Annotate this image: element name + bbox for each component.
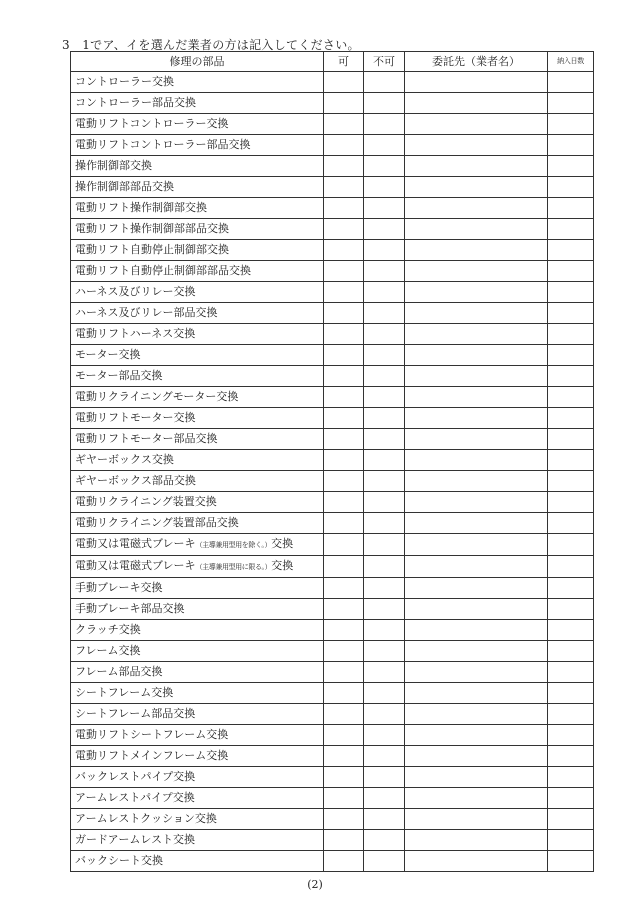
part-name-cell — [71, 830, 324, 851]
part-name: バックシート交換 — [75, 854, 163, 867]
possible-cell[interactable] — [324, 366, 364, 387]
contractor-cell[interactable] — [405, 408, 548, 429]
possible-cell[interactable] — [324, 135, 364, 156]
possible-cell[interactable] — [324, 282, 364, 303]
part-name: 電動リフトモーター交換 — [75, 411, 196, 424]
part-name-cell — [71, 324, 324, 345]
delivery-days-cell[interactable] — [548, 303, 594, 324]
column-header-contractor: 委託先（業者名） — [405, 52, 548, 72]
column-header-possible: 可 — [324, 52, 364, 72]
contractor-cell[interactable] — [405, 534, 548, 556]
table-row — [71, 578, 594, 599]
not-possible-cell[interactable] — [364, 93, 405, 114]
contractor-cell[interactable] — [405, 704, 548, 725]
possible-cell[interactable] — [324, 471, 364, 492]
part-name: アームレストパイプ交換 — [75, 791, 195, 804]
delivery-days-cell[interactable] — [548, 135, 594, 156]
contractor-cell[interactable] — [405, 450, 548, 471]
part-name-cell — [71, 303, 324, 324]
possible-cell[interactable] — [324, 534, 364, 556]
contractor-cell[interactable] — [405, 240, 548, 261]
part-name: ハーネス及びリレー交換 — [75, 285, 196, 298]
table-row — [71, 599, 594, 620]
part-name-cell — [71, 578, 324, 599]
not-possible-cell[interactable] — [364, 851, 405, 872]
possible-cell[interactable] — [324, 662, 364, 683]
table-row — [71, 387, 594, 408]
delivery-days-cell[interactable] — [548, 492, 594, 513]
part-name: 手動ブレーキ部品交換 — [75, 602, 185, 615]
part-name-cell — [71, 114, 324, 135]
not-possible-cell[interactable] — [364, 767, 405, 788]
contractor-cell[interactable] — [405, 492, 548, 513]
possible-cell[interactable] — [324, 261, 364, 282]
not-possible-cell[interactable] — [364, 114, 405, 135]
delivery-days-cell[interactable] — [548, 387, 594, 408]
part-name-cell — [71, 599, 324, 620]
table-body — [71, 72, 594, 872]
part-name-cell — [71, 492, 324, 513]
table-row — [71, 156, 594, 177]
table-row — [71, 534, 594, 556]
not-possible-cell[interactable] — [364, 345, 405, 366]
contractor-cell[interactable] — [405, 282, 548, 303]
possible-cell[interactable] — [324, 387, 364, 408]
table-row — [71, 429, 594, 450]
part-name-suffix: 交換 — [271, 559, 294, 572]
table-row — [71, 72, 594, 93]
contractor-cell[interactable] — [405, 725, 548, 746]
contractor-cell[interactable] — [405, 556, 548, 578]
table-row — [71, 471, 594, 492]
table-row — [71, 556, 594, 578]
part-name-cell — [71, 767, 324, 788]
part-name: モーター部品交換 — [75, 369, 163, 382]
part-name-cell — [71, 366, 324, 387]
section-heading: 3 1でア、イを選んだ業者の方は記入してください。 — [62, 38, 360, 52]
table-row — [71, 450, 594, 471]
possible-cell[interactable] — [324, 725, 364, 746]
part-name: ギヤーボックス交換 — [75, 453, 174, 466]
part-name-cell — [71, 851, 324, 872]
table-row — [71, 219, 594, 240]
not-possible-cell[interactable] — [364, 72, 405, 93]
part-name: クラッチ交換 — [75, 623, 141, 636]
possible-cell[interactable] — [324, 599, 364, 620]
not-possible-cell[interactable] — [364, 429, 405, 450]
delivery-days-cell[interactable] — [548, 114, 594, 135]
possible-cell[interactable] — [324, 767, 364, 788]
part-name: 電動リフト自動停止制御部部品交換 — [75, 264, 251, 277]
part-name-cell — [71, 156, 324, 177]
not-possible-cell[interactable] — [364, 662, 405, 683]
part-name-cell — [71, 387, 324, 408]
not-possible-cell[interactable] — [364, 492, 405, 513]
not-possible-cell[interactable] — [364, 471, 405, 492]
possible-cell[interactable] — [324, 513, 364, 534]
delivery-days-cell[interactable] — [548, 345, 594, 366]
part-name-note: （主導兼用型用を除く。） — [195, 541, 272, 549]
not-possible-cell[interactable] — [364, 303, 405, 324]
table-row — [71, 513, 594, 534]
page-number: (2) — [307, 878, 323, 891]
delivery-days-cell[interactable] — [548, 725, 594, 746]
contractor-cell[interactable] — [405, 578, 548, 599]
delivery-days-cell[interactable] — [548, 219, 594, 240]
part-name-cell — [71, 177, 324, 198]
delivery-days-cell[interactable] — [548, 704, 594, 725]
possible-cell[interactable] — [324, 788, 364, 809]
contractor-cell[interactable] — [405, 746, 548, 767]
table-row — [71, 114, 594, 135]
contractor-cell[interactable] — [405, 513, 548, 534]
table-row — [71, 662, 594, 683]
possible-cell[interactable] — [324, 324, 364, 345]
part-name: 電動リフトシートフレーム交換 — [75, 728, 229, 741]
contractor-cell[interactable] — [405, 662, 548, 683]
part-name-cell — [71, 450, 324, 471]
part-name: 電動リクライニング装置交換 — [75, 495, 217, 508]
possible-cell[interactable] — [324, 809, 364, 830]
table-row — [71, 830, 594, 851]
contractor-cell[interactable] — [405, 324, 548, 345]
possible-cell[interactable] — [324, 556, 364, 578]
not-possible-cell[interactable] — [364, 156, 405, 177]
table-row — [71, 135, 594, 156]
possible-cell[interactable] — [324, 578, 364, 599]
delivery-days-cell[interactable] — [548, 641, 594, 662]
delivery-days-cell[interactable] — [548, 408, 594, 429]
contractor-cell[interactable] — [405, 156, 548, 177]
contractor-cell[interactable] — [405, 114, 548, 135]
delivery-days-cell[interactable] — [548, 93, 594, 114]
part-name: 電動リフト自動停止制御部交換 — [75, 243, 229, 256]
column-header-delivery-days: 納入日数 — [548, 52, 594, 72]
not-possible-cell[interactable] — [364, 135, 405, 156]
part-name-cell — [71, 282, 324, 303]
part-name-cell — [71, 641, 324, 662]
table-row — [71, 725, 594, 746]
part-name: 電動リフトモーター部品交換 — [75, 432, 218, 445]
delivery-days-cell[interactable] — [548, 788, 594, 809]
contractor-cell[interactable] — [405, 599, 548, 620]
possible-cell[interactable] — [324, 114, 364, 135]
not-possible-cell[interactable] — [364, 198, 405, 219]
part-name-suffix: 交換 — [271, 537, 294, 550]
possible-cell[interactable] — [324, 408, 364, 429]
table-row — [71, 746, 594, 767]
delivery-days-cell[interactable] — [548, 366, 594, 387]
delivery-days-cell[interactable] — [548, 620, 594, 641]
delivery-days-cell[interactable] — [548, 599, 594, 620]
delivery-days-cell[interactable] — [548, 746, 594, 767]
column-header-not-possible: 不可 — [364, 52, 405, 72]
part-name-cell — [71, 198, 324, 219]
possible-cell[interactable] — [324, 851, 364, 872]
part-name: コントローラー交換 — [75, 75, 174, 88]
part-name: モーター交換 — [75, 348, 141, 361]
part-name-cell — [71, 556, 324, 578]
part-name-cell — [71, 219, 324, 240]
table-row — [71, 198, 594, 219]
part-name-cell — [71, 725, 324, 746]
table-row — [71, 620, 594, 641]
part-name: 電動リフトメインフレーム交換 — [75, 749, 229, 762]
part-name: 手動ブレーキ交換 — [75, 581, 163, 594]
part-name: 操作制御部部品交換 — [75, 180, 174, 193]
delivery-days-cell[interactable] — [548, 156, 594, 177]
not-possible-cell[interactable] — [364, 534, 405, 556]
possible-cell[interactable] — [324, 429, 364, 450]
part-name: シートフレーム部品交換 — [75, 707, 196, 720]
part-name-cell — [71, 662, 324, 683]
part-name: ギヤーボックス部品交換 — [75, 474, 196, 487]
not-possible-cell[interactable] — [364, 830, 405, 851]
not-possible-cell[interactable] — [364, 240, 405, 261]
table-row — [71, 851, 594, 872]
not-possible-cell[interactable] — [364, 450, 405, 471]
possible-cell[interactable] — [324, 198, 364, 219]
part-name-cell — [71, 72, 324, 93]
table-row — [71, 345, 594, 366]
not-possible-cell[interactable] — [364, 809, 405, 830]
table-row — [71, 261, 594, 282]
not-possible-cell[interactable] — [364, 556, 405, 578]
not-possible-cell[interactable] — [364, 261, 405, 282]
contractor-cell[interactable] — [405, 683, 548, 704]
not-possible-cell[interactable] — [364, 513, 405, 534]
part-name: 操作制御部交換 — [75, 159, 152, 172]
table-row — [71, 324, 594, 345]
part-name-cell — [71, 135, 324, 156]
contractor-cell[interactable] — [405, 851, 548, 872]
possible-cell[interactable] — [324, 240, 364, 261]
part-name-cell — [71, 261, 324, 282]
part-name-cell — [71, 534, 324, 556]
contractor-cell[interactable] — [405, 641, 548, 662]
contractor-cell[interactable] — [405, 135, 548, 156]
delivery-days-cell[interactable] — [548, 261, 594, 282]
part-name: 電動リクライニング装置部品交換 — [75, 516, 239, 529]
part-name-cell — [71, 620, 324, 641]
possible-cell[interactable] — [324, 345, 364, 366]
table-row — [71, 366, 594, 387]
part-name: 電動リフトコントローラー部品交換 — [75, 138, 251, 151]
possible-cell[interactable] — [324, 683, 364, 704]
part-name: フレーム交換 — [75, 644, 141, 657]
possible-cell[interactable] — [324, 620, 364, 641]
delivery-days-cell[interactable] — [548, 578, 594, 599]
part-name-cell — [71, 345, 324, 366]
table-row — [71, 303, 594, 324]
part-name-note: （主導兼用型用に限る。） — [195, 563, 272, 571]
contractor-cell[interactable] — [405, 345, 548, 366]
part-name: シートフレーム交換 — [75, 686, 174, 699]
part-name-cell — [71, 809, 324, 830]
table-header-row — [71, 52, 594, 72]
delivery-days-cell[interactable] — [548, 851, 594, 872]
part-name: 電動又は電磁式ブレーキ — [75, 559, 196, 572]
contractor-cell[interactable] — [405, 788, 548, 809]
part-name-cell — [71, 93, 324, 114]
not-possible-cell[interactable] — [364, 408, 405, 429]
contractor-cell[interactable] — [405, 72, 548, 93]
delivery-days-cell[interactable] — [548, 72, 594, 93]
not-possible-cell[interactable] — [364, 788, 405, 809]
not-possible-cell[interactable] — [364, 578, 405, 599]
not-possible-cell[interactable] — [364, 177, 405, 198]
contractor-cell[interactable] — [405, 219, 548, 240]
table-row — [71, 809, 594, 830]
not-possible-cell[interactable] — [364, 683, 405, 704]
not-possible-cell[interactable] — [364, 641, 405, 662]
part-name: 電動リフトハーネス交換 — [75, 327, 196, 340]
not-possible-cell[interactable] — [364, 219, 405, 240]
part-name-cell — [71, 746, 324, 767]
contractor-cell[interactable] — [405, 620, 548, 641]
delivery-days-cell[interactable] — [548, 556, 594, 578]
table-row — [71, 240, 594, 261]
table-row — [71, 704, 594, 725]
contractor-cell[interactable] — [405, 366, 548, 387]
possible-cell[interactable] — [324, 177, 364, 198]
contractor-cell[interactable] — [405, 830, 548, 851]
possible-cell[interactable] — [324, 93, 364, 114]
table-row — [71, 767, 594, 788]
possible-cell[interactable] — [324, 156, 364, 177]
part-name-cell — [71, 788, 324, 809]
table-row — [71, 683, 594, 704]
repair-parts-table — [70, 51, 594, 872]
part-name-cell — [71, 429, 324, 450]
contractor-cell[interactable] — [405, 177, 548, 198]
part-name-cell — [71, 471, 324, 492]
delivery-days-cell[interactable] — [548, 830, 594, 851]
possible-cell[interactable] — [324, 704, 364, 725]
table-row — [71, 641, 594, 662]
part-name: バックレストパイプ交換 — [75, 770, 196, 783]
column-header-part: 修理の部品 — [71, 52, 324, 72]
contractor-cell[interactable] — [405, 93, 548, 114]
part-name: 電動リフト操作制御部交換 — [75, 201, 207, 214]
part-name-cell — [71, 513, 324, 534]
possible-cell[interactable] — [324, 830, 364, 851]
part-name: アームレストクッション交換 — [75, 812, 217, 825]
not-possible-cell[interactable] — [364, 599, 405, 620]
not-possible-cell[interactable] — [364, 282, 405, 303]
delivery-days-cell[interactable] — [548, 198, 594, 219]
delivery-days-cell[interactable] — [548, 513, 594, 534]
delivery-days-cell[interactable] — [548, 767, 594, 788]
table-row — [71, 93, 594, 114]
delivery-days-cell[interactable] — [548, 450, 594, 471]
part-name: 電動リフト操作制御部部品交換 — [75, 222, 229, 235]
part-name: コントローラー部品交換 — [75, 96, 196, 109]
part-name-cell — [71, 408, 324, 429]
part-name: ガードアームレスト交換 — [75, 833, 196, 846]
delivery-days-cell[interactable] — [548, 177, 594, 198]
contractor-cell[interactable] — [405, 261, 548, 282]
part-name: 電動リフトコントローラー交換 — [75, 117, 229, 130]
delivery-days-cell[interactable] — [548, 429, 594, 450]
delivery-days-cell[interactable] — [548, 809, 594, 830]
table-row — [71, 492, 594, 513]
not-possible-cell[interactable] — [364, 704, 405, 725]
part-name: 電動又は電磁式ブレーキ — [75, 537, 196, 550]
delivery-days-cell[interactable] — [548, 282, 594, 303]
delivery-days-cell[interactable] — [548, 471, 594, 492]
not-possible-cell[interactable] — [364, 324, 405, 345]
contractor-cell[interactable] — [405, 809, 548, 830]
possible-cell[interactable] — [324, 303, 364, 324]
part-name-cell — [71, 683, 324, 704]
delivery-days-cell[interactable] — [548, 662, 594, 683]
part-name: ハーネス及びリレー部品交換 — [75, 306, 218, 319]
possible-cell[interactable] — [324, 492, 364, 513]
contractor-cell[interactable] — [405, 471, 548, 492]
table-row — [71, 788, 594, 809]
not-possible-cell[interactable] — [364, 366, 405, 387]
not-possible-cell[interactable] — [364, 725, 405, 746]
part-name: 電動リクライニングモーター交換 — [75, 390, 239, 403]
possible-cell[interactable] — [324, 450, 364, 471]
not-possible-cell[interactable] — [364, 620, 405, 641]
possible-cell[interactable] — [324, 219, 364, 240]
table-row — [71, 282, 594, 303]
contractor-cell[interactable] — [405, 429, 548, 450]
part-name-cell — [71, 704, 324, 725]
delivery-days-cell[interactable] — [548, 324, 594, 345]
delivery-days-cell[interactable] — [548, 240, 594, 261]
delivery-days-cell[interactable] — [548, 683, 594, 704]
table-row — [71, 177, 594, 198]
possible-cell[interactable] — [324, 746, 364, 767]
not-possible-cell[interactable] — [364, 387, 405, 408]
contractor-cell[interactable] — [405, 303, 548, 324]
table-row — [71, 408, 594, 429]
contractor-cell[interactable] — [405, 767, 548, 788]
part-name-cell — [71, 240, 324, 261]
delivery-days-cell[interactable] — [548, 534, 594, 556]
not-possible-cell[interactable] — [364, 746, 405, 767]
possible-cell[interactable] — [324, 72, 364, 93]
contractor-cell[interactable] — [405, 198, 548, 219]
part-name: フレーム部品交換 — [75, 665, 163, 678]
possible-cell[interactable] — [324, 641, 364, 662]
contractor-cell[interactable] — [405, 387, 548, 408]
